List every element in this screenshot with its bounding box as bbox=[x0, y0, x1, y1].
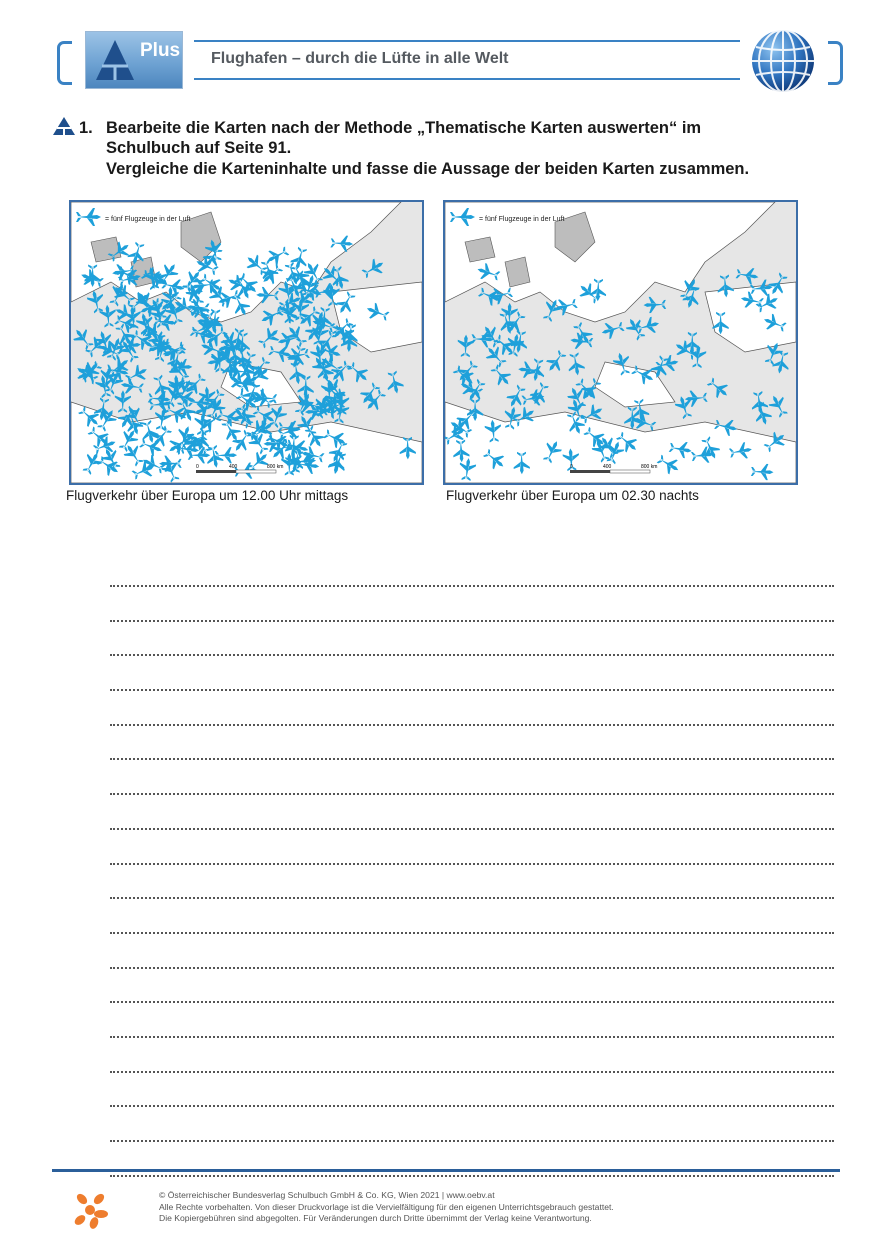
logo-label: Plus bbox=[140, 40, 181, 61]
answer-line[interactable] bbox=[110, 1115, 834, 1142]
answer-line[interactable] bbox=[110, 872, 834, 899]
header-bracket-left bbox=[57, 41, 72, 85]
scale-label-2: 800 km bbox=[641, 464, 658, 470]
triangle-logo-icon bbox=[94, 38, 136, 82]
answer-line[interactable] bbox=[110, 699, 834, 726]
map-night bbox=[443, 200, 798, 485]
footer-copyright: © Österreichischer Bundesverlag Schulbuch GmbH & Co. KG, Wien 2021 | www.oebv.at bbox=[159, 1190, 495, 1200]
header-rule-bottom bbox=[194, 78, 740, 80]
answer-line[interactable] bbox=[110, 838, 834, 865]
page-title: Flughafen – durch die Lüfte in alle Welt bbox=[211, 50, 509, 67]
task-instruction-line-2: Schulbuch auf Seite 91. bbox=[106, 139, 292, 157]
footer-rights: Alle Rechte vorbehalten. Von dieser Druckvorlage ist die Vervielfältigung für den eigenen Unterrichtsgebrauch gestattet. bbox=[159, 1202, 614, 1212]
footer-fees: Die Kopiergebühren sind abgegolten. Für Veränderungen durch Dritte übernimmt der Verlag keine Verantwortung. bbox=[159, 1213, 592, 1223]
answer-line[interactable] bbox=[110, 1150, 834, 1177]
header-rule-top bbox=[194, 40, 740, 42]
answer-line[interactable] bbox=[110, 1046, 834, 1073]
map-noon bbox=[69, 200, 424, 485]
map-noon-caption: Flugverkehr über Europa um 12.00 Uhr mittags bbox=[66, 488, 349, 503]
globe-icon bbox=[750, 25, 816, 101]
scale-label-1: 400 bbox=[229, 464, 238, 470]
footer-rule bbox=[52, 1169, 840, 1172]
legend-text: = fünf Flugzeuge in der Luft bbox=[105, 216, 191, 223]
map-night-caption: Flugverkehr über Europa um 02.30 nachts bbox=[446, 488, 699, 503]
answer-line[interactable] bbox=[110, 942, 834, 969]
answer-line[interactable] bbox=[110, 733, 834, 760]
task-instruction-line-1: Bearbeite die Karten nach der Methode „Thematische Karten auswerten“ im bbox=[106, 119, 702, 137]
legend-text: = fünf Flugzeuge in der Luft bbox=[479, 216, 565, 223]
publisher-logo-icon bbox=[70, 1190, 110, 1230]
answer-line[interactable] bbox=[110, 976, 834, 1003]
answer-line[interactable] bbox=[110, 595, 834, 622]
task-number: 1. bbox=[79, 119, 93, 137]
answer-lines bbox=[110, 560, 834, 1184]
answer-line[interactable] bbox=[110, 1080, 834, 1107]
header-bracket-right bbox=[828, 41, 843, 85]
scale-label-0: 0 bbox=[570, 464, 573, 470]
answer-line[interactable] bbox=[110, 664, 834, 691]
answer-line[interactable] bbox=[110, 629, 834, 656]
plus-logo bbox=[85, 31, 183, 89]
answer-line[interactable] bbox=[110, 907, 834, 934]
answer-line[interactable] bbox=[110, 1011, 834, 1038]
answer-line[interactable] bbox=[110, 560, 834, 587]
answer-line[interactable] bbox=[110, 803, 834, 830]
scale-label-2: 800 km bbox=[267, 464, 284, 470]
answer-line[interactable] bbox=[110, 768, 834, 795]
task-instruction-line-3: Vergleiche die Karteninhalte und fasse die Aussage der beiden Karten zusammen. bbox=[106, 160, 750, 178]
scale-label-0: 0 bbox=[196, 464, 199, 470]
scale-label-1: 400 bbox=[603, 464, 612, 470]
task-triangle-icon bbox=[53, 117, 75, 135]
